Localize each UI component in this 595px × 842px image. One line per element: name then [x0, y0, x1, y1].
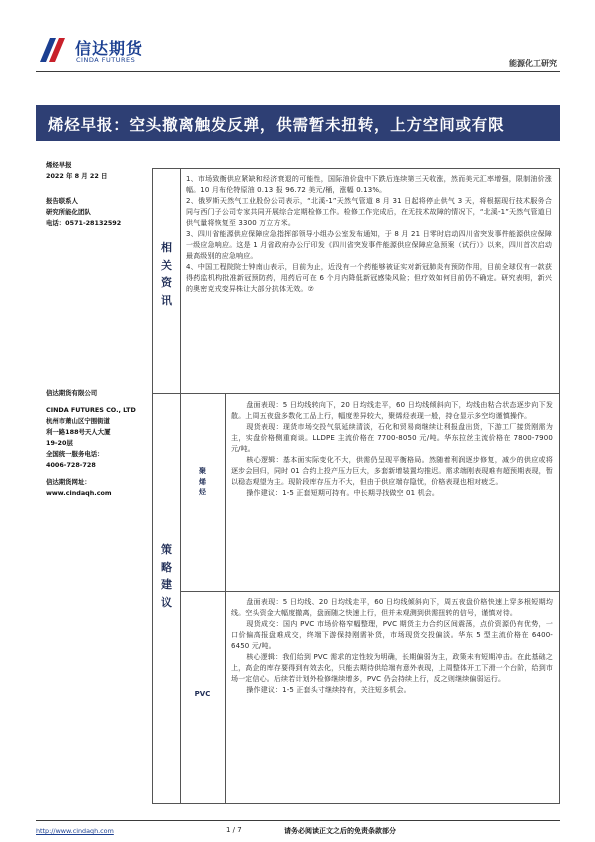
strategy-paragraph: 操作建议：1-5 正套短期可持有。中长期寻找做空 01 机会。: [246, 489, 440, 498]
strategy-paragraph: 现货表现：现货市场交投气氛延续清淡，石化和贸易商继续让利报盘出货，下游工厂接货刚需为主，实盘价格侧重商谈。LLDPE 主流价格在 7700-8050 元/吨。华东拉丝主流价格在 7800-7900 元/吨。: [231, 423, 553, 454]
report-type: 能源化工研究: [509, 59, 557, 68]
sidebar-company-en: CINDA FUTURES CO., LTD: [46, 406, 136, 415]
sidebar-site-url: www.cindaqh.com: [46, 488, 112, 497]
strategy-paragraph: 核心逻辑：我们给到 PVC 需求的定性较为明确，长期偏弱为主，政策未有短期冲击。在此基础之上，高企的库存要得到有效去化，只能去期待供给端有意外表现，上周整体开工下滑一个台阶，给到市场一定信心。后续若计划外检修继续增多，PVC 仍会持续上行，反之则继续偏弱运行。: [231, 653, 553, 684]
news-item: 4、中国工程院院士钟南山表示，目前为止，近没有一个药能够被证实对新冠肺炎有预防作用，目前全球仅有一款获得药监机构批准新冠预防药，用药后可在 6 个月内降低新冠感染风险；但疗效如何目前仍不确定。研究表明，新兴的奥密克戎变异株让大部分抗体无效。⑦: [186, 263, 552, 294]
news-item: 1、市场致衡供应紧缺和经济衰退的可能性，国际油价盘中下跌后连续第三天收涨，然而美元汇率增强，限制油价涨幅。10 月布伦特原油 0.13 报 96.72 美元/桶，涨幅 0.13%。: [186, 175, 552, 195]
content-table: [152, 168, 560, 804]
polyolefin-body: [231, 400, 553, 499]
sidebar-site-label: 信达期货网址：: [46, 477, 91, 486]
strategy-paragraph: 核心逻辑：基本面实际变化不大，供需仍呈现平衡格局。然随着利润逐步修复，减少的供应或将逐步会回归，同时 01 合约上投产压力巨大，多套新增装置均推迟。需求端刚表现难有超预期表现，暂以稳态观望为主。现阶段库存压力不大，但由于供应端存隐忧，价格表现也相对疲乏。: [231, 456, 553, 487]
sidebar-address-3: 19-20层: [46, 439, 73, 448]
sidebar-address-1: 杭州市萧山区宁围街道: [46, 417, 110, 426]
sidebar-contact-label: 报告联系人: [46, 196, 78, 205]
header-divider: [36, 71, 560, 72]
footer-divider: [36, 820, 560, 821]
strategy-paragraph: 操作建议：1-5 正套头寸继续持有，关注短多机会。: [246, 686, 411, 695]
sidebar-service-label: 全国统一服务电话：: [46, 449, 104, 458]
news-item: 3、四川省能源供应保障应急指挥部领导小组办公室发布通知，于 8 月 21 日零时启动四川省突发事件能源供应保障一级应急响应。这是 1 月省政府办公厅印发《四川省突发事件能源供应保障应急预案（试行）》以来，四川首次启动最高级别的应急响应。: [186, 230, 552, 261]
footer-link[interactable]: http://www.cindaqh.com: [36, 827, 114, 835]
sidebar-team: 研究所能化团队: [46, 207, 91, 216]
title-banner: [36, 105, 560, 141]
logo-text-cn: 信达期货: [75, 39, 144, 58]
sidebar-company: 信达期货有限公司: [46, 389, 98, 398]
pvc-body: [231, 597, 553, 696]
cinda-logo-icon: [38, 34, 68, 64]
pvc-label: PVC: [194, 690, 211, 698]
strategy-paragraph: 盘面表现：5 日均线转向下，20 日均线走平，60 日均线倾斜向下，均线由粘合状态逐步向下发散。上周五夜盘多数化工品上行，幅度差异较大，聚烯烃表现一般，持仓显示多空均谨慎操作。: [231, 401, 553, 421]
report-title: 烯烃早报：空头撤离触发反弹，供需暂未扭转，上方空间或有限: [48, 115, 505, 134]
sidebar-address-2: 利一路188号天人大厦: [46, 428, 111, 437]
sidebar-service-phone: 4006-728-728: [46, 460, 96, 469]
strategy-paragraph: 现货成交：国内 PVC 市场价格窄幅整理，PVC 期货主力合约区间震荡，点价资源仍有优势，一口价偏高报盘难成交，终端下游保持刚需补货，市场现货交投偏淡。华东 5 型主流价格在 6400-6450 元/吨。: [231, 620, 553, 651]
sidebar-phone: 电话：0571-28132592: [46, 218, 122, 227]
related-news-label: 相 关 资 讯: [161, 241, 172, 307]
section-divider: [153, 393, 559, 394]
news-item: 2、俄罗斯天然气工业股份公司表示，“北溪-1”天然气管道 8 月 31 日起将停止供气 3 天，将根据现行技术服务合同与西门子公司专家共同开展综合定期检修工作。检修工作完成后，在无技术故障的情况下，“北溪-1”天然气管道日供气量将恢复至 3300 万立方米。: [186, 197, 552, 228]
strategy-label: 策 略 建 议: [161, 543, 172, 609]
page-header: [0, 0, 595, 100]
related-news-body: [186, 174, 552, 296]
product-divider: [180, 591, 559, 592]
sidebar-date: 2022 年 8 月 22 日: [46, 171, 108, 180]
logo-text-en: CINDA FUTURES: [76, 56, 136, 64]
sidebar-report-name: 烯烃早报: [46, 161, 72, 169]
product-column-divider: [225, 393, 226, 803]
strategy-paragraph: 盘面表现：5 日均线、20 日均线走平，60 日均线倾斜向下，周五夜盘价格快速上穿多根短期均线。空头资金大幅度撤离，盘面随之快速上行，但并未观测到供需扭转的信号，谨慎对待。: [231, 598, 553, 618]
page-number: 1 / 7: [226, 826, 242, 834]
disclaimer-note: 请务必阅读正文之后的免责条款部分: [284, 827, 396, 835]
polyolefin-label: 聚 烯 烃: [199, 467, 206, 496]
